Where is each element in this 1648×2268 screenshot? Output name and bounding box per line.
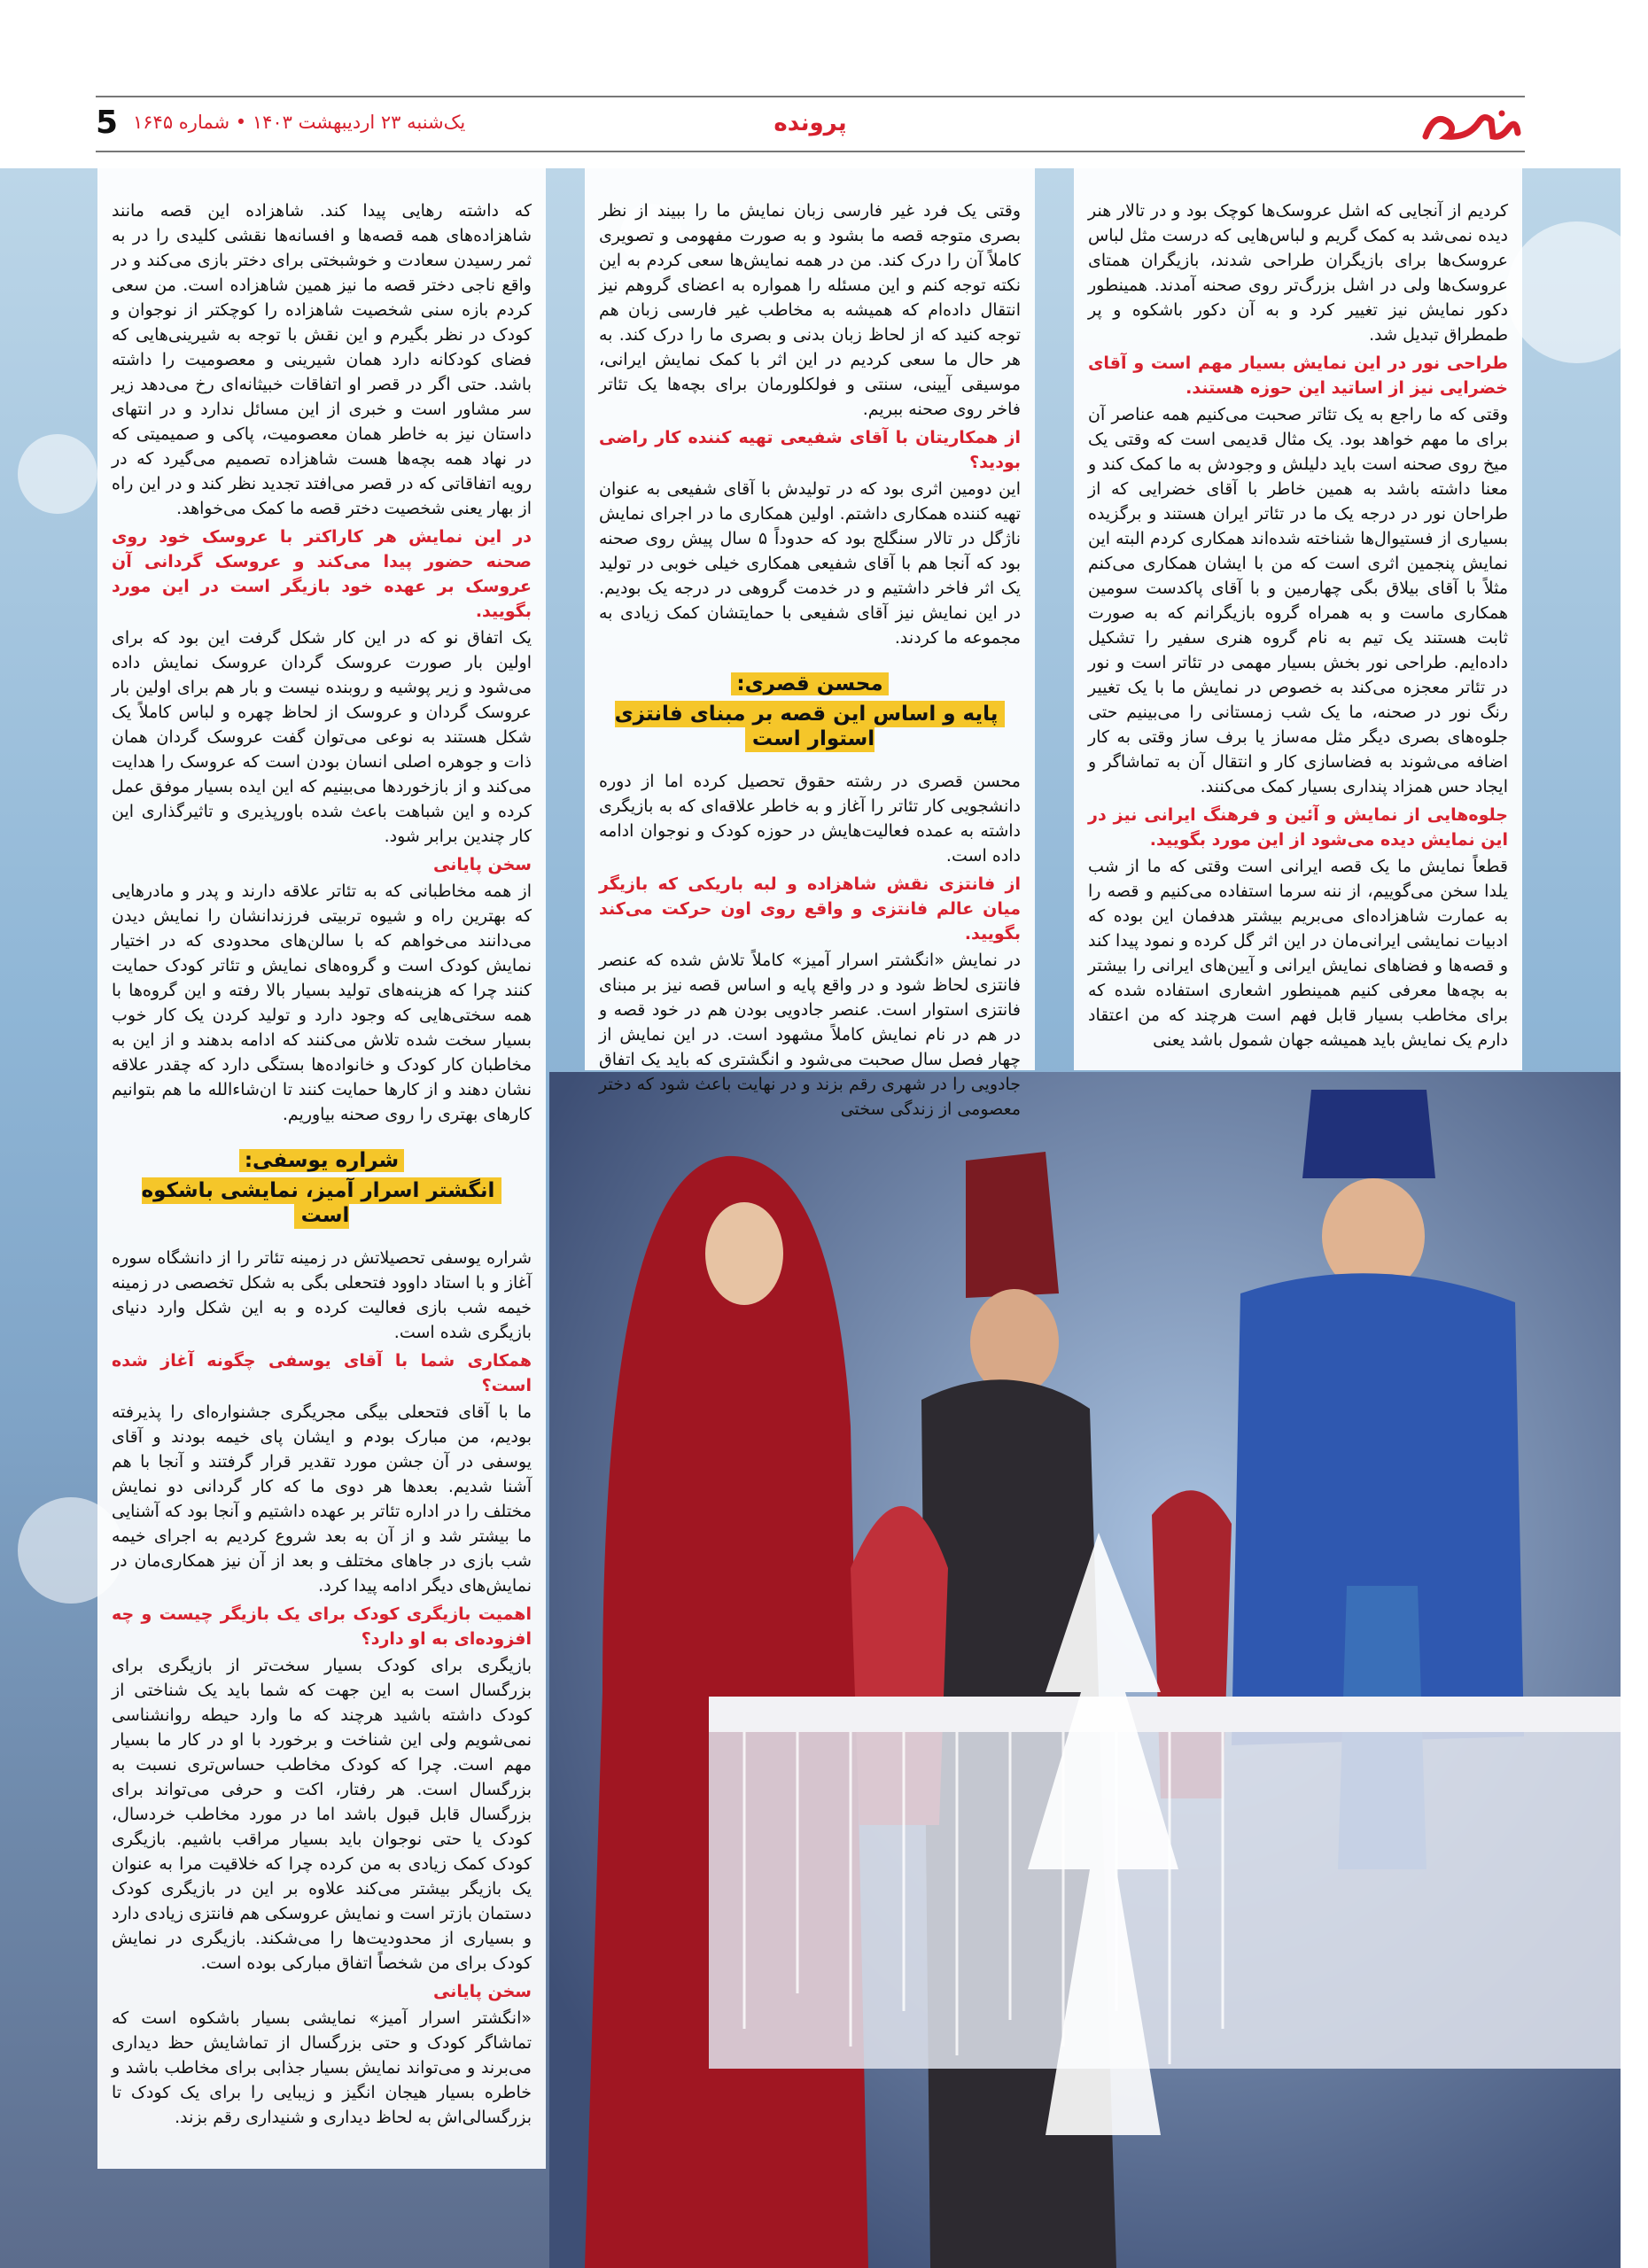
interview-question: اهمیت بازیگری کودک برای یک بازیگر چیست و چه افزوده‌ای به او دارد؟ — [112, 1604, 532, 1649]
interviewee-name-yousefi: شراره یوسفی: — [112, 1148, 532, 1173]
interview-question: در این نمایش هر کاراکتر با عروسک خود روی صحنه حضور پیدا می‌کند و عروسک گردانی آن عروسک بر عهده خود بازیگر است در این مورد بگویید. — [112, 527, 532, 621]
paragraph: این دومین اثری بود که در تولیدش با آقای شفیعی به عنوان تهیه کننده همکاری داشتم. اولین همکاری ما در اجرای نمایش ناژگل در تالار سنگلج بود که حدوداً ۵ سال پیش روی صحنه بود که آنجا هم با آقای شفیعی همکاری خیلی خوبی در تولید یک اثر فاخر داشتیم و در خدمت گروهی در درجه یک بودیم. در این نمایش نیز آقای شفیعی با حمایتشان کمک زیادی به مجموعه ما کردند. — [599, 479, 1021, 648]
column-middle-body — [599, 198, 1021, 650]
header-rule-top — [96, 96, 1525, 97]
paragraph: یک اتفاق نو که در این کار شکل گرفت این بود که برای اولین بار صورت عروسک گردان عروسک نمایش داده می‌شود و زیر پوشیه و روبنده نیست و بار هم برای اولین بار عروسک گردان و عروسک از لحاظ چهره و لباس کاملاً یک شکل هستند به نوعی می‌توان گفت عروسک گردان همان ذات و جوهره اصلی انسان بودن است که عروسک را هدایت می‌کند و از بازخوردها می‌بینیم که این ایده بسیار موفق عمل کرده و این شباهت باعث شده باورپذیری و تاثیرگذاری این کار چندین برابر شود. — [112, 628, 532, 846]
interview-question: از همکاریتان با آقای شفیعی تهیه کننده کار راضی بودید؟ — [599, 428, 1021, 472]
interview-question: جلوه‌هایی از نمایش و آئین و فرهنگ ایرانی نیز در این نمایش دیده می‌شود از این مورد بگویید. — [1088, 805, 1508, 850]
paragraph: بازیگری برای کودک بسیار سخت‌تر از بازیگری برای بزرگسال است به این جهت که شما باید یک شناختی از کودک داشته باشید هرچند که ما وارد حیطه روانشناسی نمی‌شویم ولی این شناخت و برخورد با او در کار ما بسیار مهم است. چرا که کودک مخاطب حساس‌تری نسبت به بزرگسال است. هر رفتار، اکت و حرفی می‌تواند برای بزرگسال قابل قبول باشد اما در مورد مخاطب خردسال، کودک یا حتی نوجوان باید بسیار مراقب باشیم. بازیگری کودک کمک زیادی به من کرده چرا که خلاقیت مرا به عنوان یک بازیگر بیشتر می‌کند علاوه بر این در بازیگری کودک دستمان بازتر است و نمایش عروسکی هم فانتزی زیادی دارد و بسیاری از محدودیت‌ها را می‌شکند. بازیگری در نمایش کودک برای من شخصاً اتفاق مبارکی بوده است. — [112, 1656, 532, 1973]
header-rule-bottom — [96, 151, 1525, 152]
paragraph: که داشته رهایی پیدا کند. شاهزاده این قصه مانند شاهزاده‌های همه قصه‌ها و افسانه‌ها نقشی کلیدی را در به ثمر رسیدن سعادت و خوشبختی برای دختر بازی می‌کند و در واقع ناجی دختر قصه ما نیز همین شاهزاده است. من سعی کردم بازه سنی شخصیت شاهزاده را کوچکتر از نوجوان و کودک در نظر بگیرم و این نقش با توجه به شیرینی‌هایی که فضای کودکانه دارد همان شیرینی و معصومیت را داشته باشد. حتی اگر در قصر او اتفاقات خبیثانه‌ای رخ می‌دهد زیر سر مشاور است و خبری از این مسائل ندارد و در انتهای داستان نیز به خاطر همان معصومیت، پاکی و صمیمیتی که در نهاد همه بچه‌ها هست شاهزاده تصمیم می‌گیرد که در رویه اتفاقاتی که در قصر می‌افتد تجدید نظر کند و در این راه از بهار یعنی شخصیت دختر قصه ما کمک می‌خواهد. — [112, 201, 532, 518]
article-column-middle — [585, 168, 1035, 1119]
column-right-body — [1088, 198, 1508, 1052]
paragraph: محسن قصری در رشته حقوق تحصیل کرده اما از دوره دانشجویی کار تئاتر را آغاز و به خاطر علاقه‌ای که به بازیگری داشته به عمده فعالیت‌هایش در حوزه کودک و نوجوان ادامه داده است. — [599, 772, 1021, 866]
interview-question: از فانتزی نقش شاهزاده و لبه باریکی که بازیگر میان عالم فانتزی و واقع روی اون حرکت می‌کند بگویید. — [599, 874, 1021, 944]
section-title: پرونده — [773, 110, 847, 136]
interview-question: سخن پایانی — [433, 1982, 532, 2001]
paragraph: ما با آقای فتحعلی بیگی مجریگری جشنواره‌ای را پذیرفته بودیم، من مبارک بودم و ایشان پای خیمه بودند و آقای یوسفی در آن جشن مورد تقدیر قرار گرفتند و آنجا با هم آشنا شدیم. بعدها هر دوی ما که کار گردانی دو نمایش مختلف را در اداره تئاتر بر عهده داشتیم و آنجا بود که آشنایی ما بیشتر شد و از آن به بعد شروع کردیم به اجرای خیمه شب بازی در جاهای مختلف و بعد از آن نیز همکاری‌مان در نمایش‌های دیگر ادامه پیدا کرد. — [112, 1402, 532, 1596]
paragraph: از همه مخاطبانی که به تئاتر علاقه دارند و پدر و مادرهایی که بهترین راه و شیوه تربیتی فرزندانشان را نمایش دیدن می‌دانند می‌خواهم که با سالن‌های محدودی که در اختیار نمایش کودک است و گروه‌های نمایش و تئاتر کودک حمایت کنند چرا که هزینه‌های تولید بسیار بالا رفته و این گروه‌ها با همه سختی‌هایی که وجود دارد و تولید کردن یک کار خوب بسیار سخت شده تلاش می‌کنند که ادامه بدهند و از این به مخاطبان کار کودک و خانواده‌ها بستگی دارد که چقدر علاقه نشان دهند و از کارها حمایت کنند تا ان‌شاءالله ما هم بتوانیم کارهای بهتری را روی صحنه بیاوریم. — [112, 882, 532, 1124]
paragraph: وقتی یک فرد غیر فارسی زبان نمایش ما را ببیند از نظر بصری متوجه قصه ما بشود و به صورت مفهومی و تصویری کاملاً آن را درک کند. من در همه نمایش‌ها سعی کردم به این نکته توجه کنم و این مسئله را همواره به اعضای گروهم نیز انتقال داده‌ام که همیشه به مخاطب غیر فارسی زبان هم توجه کنید که از لحاظ زبان بدنی و بصری ما را درک کند. به هر حال ما سعی کردیم در این اثر با کمک نمایش ایرانی، موسیقی آیینی، سنتی و فولکلورمان برای بچه‌ها یک تئاتر فاخر روی صحنه ببریم. — [599, 201, 1021, 419]
interviewee-name-ghasri: محسن قصری: — [599, 672, 1021, 696]
article-column-right — [1074, 168, 1522, 1070]
interview-question: طراحی نور در این نمایش بسیار مهم است و آقای خضرایی نیز از اساتید این حوزه هستند. — [1088, 353, 1508, 398]
paragraph: کردیم از آنجایی که اشل عروسک‌ها کوچک بود و در تالار هنر دیده نمی‌شد به کمک گریم و لباس‌هایی که درست مثل لباس عروسک‌ها برای بازیگران طراحی شدند، بازیگران همتای عروسک‌ها ولی در اشل بزرگ‌تر روی صحنه آمدند. همینطور دکور نمایش نیز تغییر کرد و به آن دکور باشکوه و پر طمطراق تبدیل شد. — [1088, 201, 1508, 345]
page-header — [0, 0, 1621, 168]
interview-question: همکاری شما با آقای یوسفی چگونه آغاز شده است؟ — [112, 1351, 532, 1395]
article-column-left — [97, 168, 546, 2169]
interview-headline-yousefi: انگشتر اسرار آمیز، نمایشی باشکوه است — [112, 1178, 532, 1228]
paragraph: وقتی که ما راجع به یک تئاتر صحبت می‌کنیم همه عناصر آن برای ما مهم خواهد بود. یک مثال قدیمی است که وقتی یک میخ روی صحنه است باید دلیلش و وجودش به ما کمک کند و معنا داشته باشد به همین خاطر با آقای خضرایی که از طراحان نور در درجه یک ما در تئاتر ایران هستند و برگزیده بسیاری از فستیوال‌ها شناخته شده‌اند همکاری کردم البته این نمایش پنجمین اثری است که من با ایشان همکاری می‌کنم مثلاً با آقای بیلاق بگی چهارمین و با آقای پاکدست سومین همکاری ماست و به همراه گروه بازیگرانم که به صورت ثابت هستند یک تیم به نام گروه هنری سفیر را تشکیل داده‌ایم. طراحی نور بخش بسیار مهمی در تئاتر است و نور در تئاتر معجزه می‌کند به خصوص در نمایش ما با یک تغییر رنگ نور در صحنه، ما یک شب زمستانی را می‌بینیم حتی جلوه‌های بصری دیگر مثل مه‌ساز یا برف ساز وقتی به کار اضافه می‌شوند به فضاسازی کار و انتقال آن به تماشاگر و ایجاد حس همزاد پنداری بسیار کمک می‌کنند. — [1088, 405, 1508, 796]
paragraph: قطعاً نمایش ما یک قصه ایرانی است وقتی که ما از شب یلدا سخن می‌گوییم، از ننه سرما استفاده می‌کنیم و قصه را به عمارت شاهزاده‌ای می‌بریم بیشتر هدفمان این بوده که ادبیات نمایشی ایرانی‌مان در این اثر گل کرده و نمود پیدا کند و قصه‌ها و فضاهای نمایش ایرانی و آیین‌های ایرانی را بیشتر به بچه‌ها معرفی کنیم همینطور اشعاری استفاده شده که برای مخاطب بسیار قابل فهم است هرچند که من اعتقاد دارم یک نمایش باید همیشه جهان شمول باشد یعنی — [1088, 857, 1508, 1050]
paragraph: «انگشتر اسرار آمیز» نمایشی بسیار باشکوه است که تماشاگر کودک و حتی بزرگسال از تماشایش حظ دیداری می‌برند و می‌تواند نمایش بسیار جذابی برای مخاطب باشد و خاطره بسیار هیجان انگیز و زیبایی را برای یک کودک تا بزرگسالی‌اش به لحاظ دیداری و شنیداری رقم بزند. — [112, 2008, 532, 2127]
paragraph: در نمایش «انگشتر اسرار آمیز» کاملاً تلاش شده که عنصر فانتزی لحاظ شود و در واقع پایه و اساس قصه نیز بر مبنای فانتزی استوار است. عنصر جادویی بودن هم در خود قصه و در هم در نام نمایش کاملاً مشهود است. در این نمایش از چهار فصل سال صحبت می‌شود و انگشتری که باید یک اتفاق جادویی را در شهری رقم بزند و در نهایت باعث شود که دختر معصومی از زندگی سختی — [599, 951, 1021, 1119]
interview-headline-ghasri: پایه و اساس این قصه بر مبنای فانتزی استوار است — [599, 702, 1021, 751]
ghasri-interview-body — [599, 769, 1021, 1122]
page-number: 5 — [96, 105, 119, 141]
stage-photo — [549, 1072, 1621, 2268]
interview-question: سخن پایانی — [433, 855, 532, 874]
paragraph: شراره یوسفی تحصیلاتش در زمینه تئاتر را از دانشگاه سوره آغاز و با استاد داوود فتحعلی بگی به شکل تخصصی در زمینه خیمه شب بازی فعالیت کرده و به این شکل وارد دنیای بازیگری شده است. — [112, 1248, 532, 1342]
column-left-body — [112, 198, 532, 1127]
issue-info: یک‌شنبه ۲۳ اردیبهشت ۱۴۰۳ • شماره ۱۶۴۵ — [133, 112, 466, 133]
yousefi-interview-body — [112, 1246, 532, 2130]
